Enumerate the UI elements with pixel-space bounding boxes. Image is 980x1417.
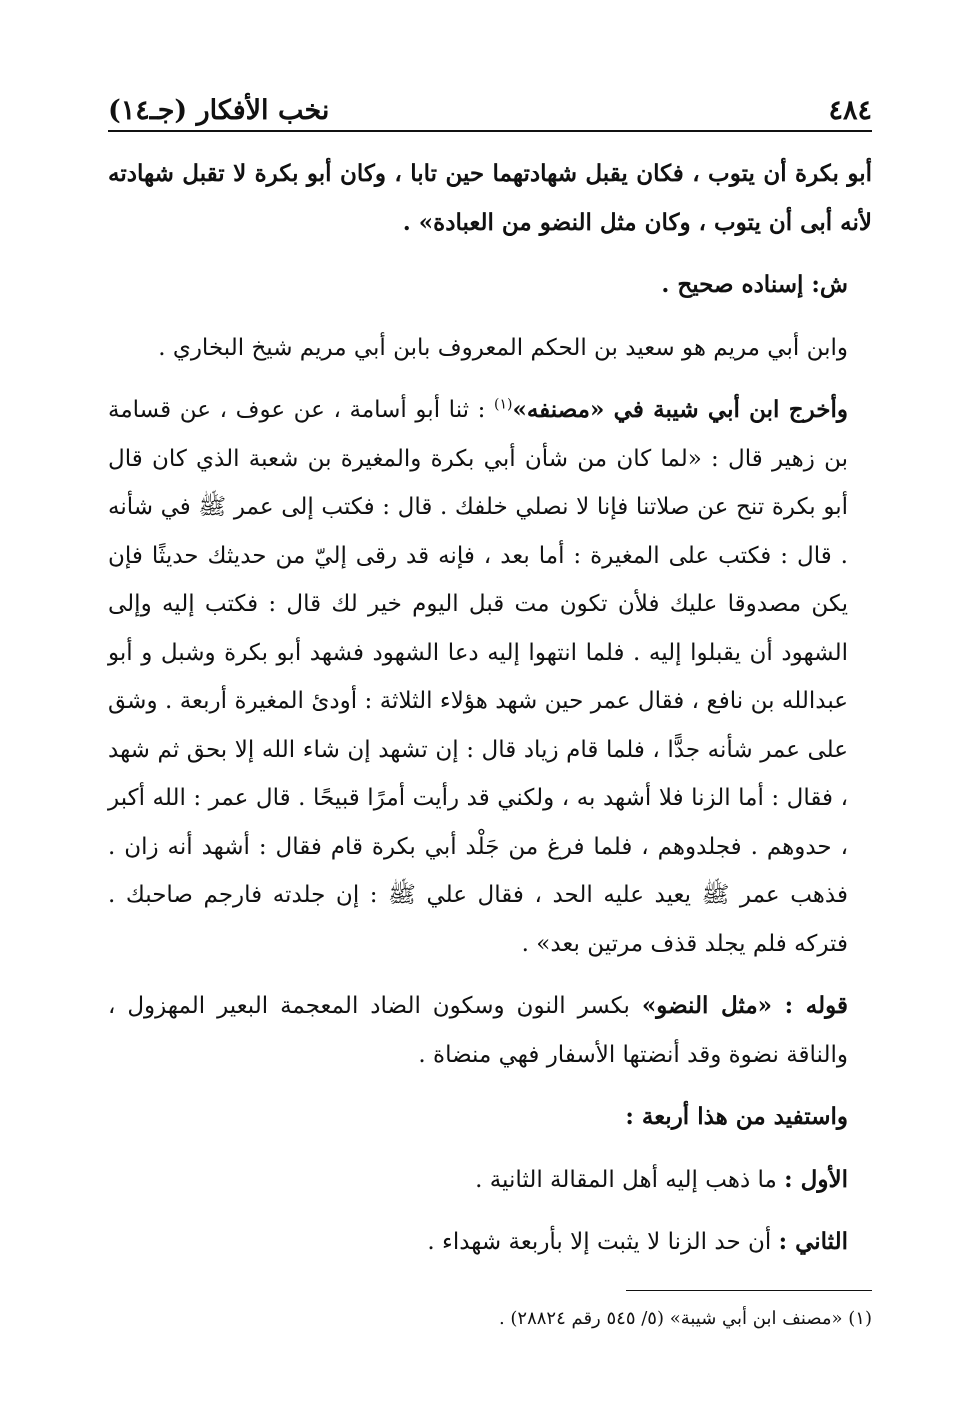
footnote: (١) «مصنف ابن أبي شيبة» (٥/ ٥٤٥ رقم ٢٨٨٢٤) . (498, 1308, 872, 1329)
paragraph-ibn-abi-shaybah (108, 386, 872, 968)
footnote-rule (626, 1290, 872, 1291)
paragraph-text: بكسر النون وسكون الضاد المعجمة البعير المهزول ، والناقة نضوة وقد أنضتها الأسفار فهي منضاة . (108, 993, 848, 1068)
paragraph-ibn-abi-maryam: وابن أبي مريم هو سعيد بن الحكم المعروف بابن أبي مريم شيخ البخاري . (158, 334, 848, 361)
paragraph-first-benefit (108, 1156, 872, 1205)
paragraph-text: ما ذهب إليه أهل المقالة الثانية . (475, 1166, 785, 1193)
paragraph-lead: الأول : (784, 1165, 848, 1193)
paragraph-lead: الثاني : (778, 1228, 848, 1255)
paragraph-second-benefit (108, 1218, 872, 1267)
header-rule (108, 130, 872, 132)
paragraph-isnad-sahih: ش: إسناده صحيح . (661, 271, 848, 298)
paragraph-benefits-heading: واستفيد من هذا أربعة : (625, 1103, 848, 1130)
paragraph-lead: وأخرج ابن أبي شيبة في «مصنفه» (512, 396, 848, 423)
paragraph-nidw (108, 982, 872, 1079)
paragraph-text: : ثنا أبو أسامة ، عن عوف ، عن قسامة بن زهير قال : «لما كان من شأن أبي بكرة والمغيرة بن شعبة الذي كان قال أبو بكرة تنح عن صلاتنا فإنا لا نصلي خلفك . قال : فكتب إلى عمر ﷺ في شأنه . قال : فكتب على المغيرة : أما بعد ، فإنه قد رقى إليّ من حديثك حديثًا فإن يكن مصدوقا عليك فلأن تكون مت قبل اليوم خير لك قال : فكتب إليه وإلى الشهود أن يقبلوا إليه . فلما انتهوا إليه دعا الشهود فشهد أبو بكرة وشبل و أبو عبدالله بن نافع ، فقال عمر حين شهد هؤلاء الثلاثة : أودئ المغيرة أربعة . وشق على عمر شأنه جدًّا ، فلما قام زياد قال : إن تشهد إن شاء الله إلا بحق ثم شهد ، فقال : أما الزنا فلا أشهد به ، ولكني قد رأيت أمرًا قبيحًا . قال عمر : الله أكبر ، حدوهم . فجلدوهم ، فلما فرغ من جَلْد أبي بكرة قام فقال : أشهد أنه زان . فذهب عمر ﷺ يعيد عليه الحد ، فقال علي ﷺ : إن جلدته فارجم صاحبك . فتركه فلم يجلد قذف مرتين بعد» . (108, 397, 848, 957)
footnote-reference[interactable]: (١) (493, 396, 513, 413)
page-body (108, 150, 872, 1267)
paragraph-lead: قوله : «مثل النضو» (641, 992, 848, 1019)
page-header (108, 82, 872, 126)
paragraph-text: أن حد الزنا لا يثبت إلا بأربعة شهداء . (427, 1229, 779, 1255)
book-title: نخب الأفكار (جـ١٤) (108, 95, 330, 126)
page-number: ٤٨٤ (828, 95, 872, 126)
paragraph-hadith-end: أبو بكرة أن يتوب ، فكان يقبل شهادتهما حين تابا ، وكان أبو بكرة لا تقبل شهادته لأنه أبى أن يتوب ، وكان مثل النضو من العبادة» . (108, 160, 872, 236)
